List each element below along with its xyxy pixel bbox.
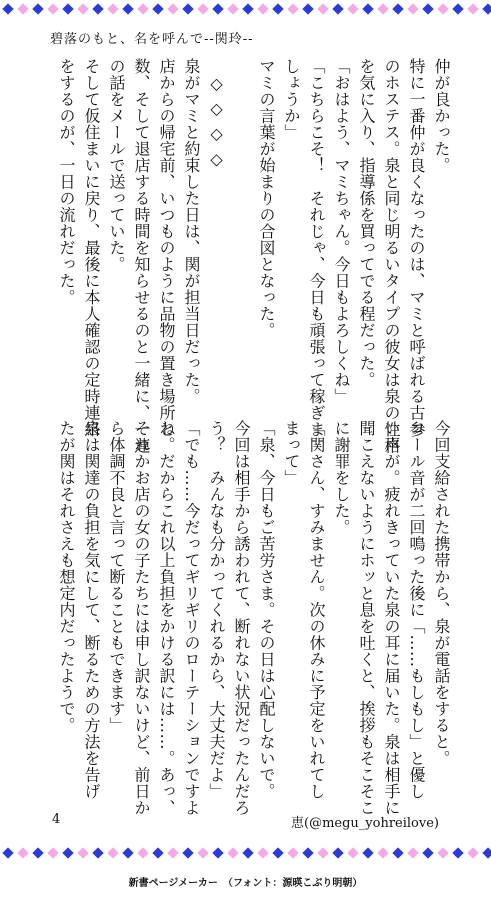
border-diamond xyxy=(17,3,28,14)
text-line: 「おはよう、マミちゃん。今日もよろしくね」 xyxy=(332,58,351,405)
border-diamond xyxy=(182,3,193,14)
border-diamond xyxy=(242,3,253,14)
border-diamond xyxy=(332,847,343,858)
border-diamond xyxy=(362,847,373,858)
border-diamond xyxy=(197,847,208,858)
border-diamond xyxy=(152,3,163,14)
text-line: 泉は関達の負担を気にして、断るための方法を告げ xyxy=(82,420,101,800)
text-line: 今回は相手から誘われて、断れない状況だったんだろ xyxy=(232,420,251,816)
text-line: 店からの帰宅前、いつものように品物の置き場所と xyxy=(157,58,176,438)
border-diamond xyxy=(47,847,58,858)
border-diamond xyxy=(302,3,313,14)
text-line: 数、そして退店する時間を知らせるのと一緒に、一連 xyxy=(132,58,151,454)
text-line: をするのが、一日の流れだった。 xyxy=(57,58,76,306)
border-diamond xyxy=(257,3,268,14)
border-diamond xyxy=(92,847,103,858)
border-diamond xyxy=(287,847,298,858)
border-diamond xyxy=(62,3,73,14)
border-diamond xyxy=(482,3,491,14)
border-diamond xyxy=(137,847,148,858)
top-diamond-border xyxy=(0,3,491,17)
border-diamond xyxy=(272,3,283,14)
border-diamond xyxy=(467,847,478,858)
author-credit: 恵(@megu_yohreilove) xyxy=(291,816,439,831)
border-diamond xyxy=(392,3,403,14)
text-line: それかお店の女の子たちには申し訳ないけど、前日か xyxy=(132,420,151,816)
border-diamond xyxy=(17,847,28,858)
border-diamond xyxy=(242,847,253,858)
border-diamond xyxy=(2,847,13,858)
text-line: 泉がマミと約束した日は、関が担当日だった。 xyxy=(182,58,201,405)
border-diamond xyxy=(2,3,13,14)
border-diamond xyxy=(167,847,178,858)
border-diamond xyxy=(227,847,238,858)
text-line: 仲が良かった。 xyxy=(432,58,451,174)
text-line: ら体調不良と言って断ることもできます」 xyxy=(107,420,126,734)
border-diamond xyxy=(317,3,328,14)
text-line: 今回支給された携帯から、泉が電話をすると。 xyxy=(432,420,451,767)
border-diamond xyxy=(302,847,313,858)
text-line: 聞こえないようにホッと息を吐くと、挨拶もそこそこ xyxy=(357,420,376,816)
border-diamond xyxy=(452,847,463,858)
text-line: を気に入り、指導係を買ってでる程だった。 xyxy=(357,58,376,388)
border-diamond xyxy=(377,3,388,14)
text-line: に謝罪をした。 xyxy=(332,420,351,536)
border-diamond xyxy=(392,847,403,858)
text-line: マミの言葉が始まりの合図となった。 xyxy=(257,58,276,339)
border-diamond xyxy=(422,847,433,858)
border-diamond xyxy=(167,3,178,14)
border-diamond xyxy=(182,847,193,858)
border-diamond xyxy=(77,847,88,858)
border-diamond xyxy=(272,847,283,858)
border-diamond xyxy=(62,847,73,858)
text-line: い声が。疲れきっていた泉の耳に届いた。泉は相手に xyxy=(382,420,401,816)
text-line: 「関さん、すみません。次の休みに予定をいれてし xyxy=(307,420,326,800)
border-diamond xyxy=(437,3,448,14)
text-line: のホステス。泉と同じ明るいタイプの彼女は泉の性格 xyxy=(382,58,401,454)
border-diamond xyxy=(107,3,118,14)
border-diamond xyxy=(317,847,328,858)
text-line: しょうか」 xyxy=(282,58,301,141)
text-line: 「でも……今だってギリギリのローテーションですよ xyxy=(182,420,201,816)
border-diamond xyxy=(32,847,43,858)
text-line: 「泉、今日もご苦労さま。その日は心配しないで。 xyxy=(257,420,276,800)
text-line: の話をメールで送っていた。 xyxy=(107,58,126,273)
border-diamond xyxy=(407,847,418,858)
border-diamond xyxy=(377,847,388,858)
text-line: 「こちらこそ！ それじゃ、今日も頑張って稼ぎま xyxy=(307,58,326,438)
border-diamond xyxy=(332,3,343,14)
border-diamond xyxy=(47,3,58,14)
border-diamond xyxy=(227,3,238,14)
text-line: まって」 xyxy=(282,420,301,486)
lower-text-block xyxy=(54,420,454,816)
bottom-diamond-border xyxy=(0,847,491,861)
border-diamond xyxy=(407,3,418,14)
border-diamond xyxy=(347,847,358,858)
border-diamond xyxy=(152,847,163,858)
border-diamond xyxy=(122,847,133,858)
scene-break-marker: ◇ ◇ ◇ ◇ xyxy=(207,74,226,169)
generator-credit: 新書ページメーカー （フォント：源暎こぶり明朝） xyxy=(128,878,363,889)
text-line: コール音が二回鳴った後に「……もしもし」と優し xyxy=(407,420,426,800)
border-diamond xyxy=(422,3,433,14)
border-diamond xyxy=(197,3,208,14)
border-diamond xyxy=(107,847,118,858)
border-diamond xyxy=(77,3,88,14)
border-diamond xyxy=(362,3,373,14)
border-diamond xyxy=(137,3,148,14)
border-diamond xyxy=(212,847,223,858)
text-line: たが関はそれさえも想定内だったようで。 xyxy=(57,420,76,734)
border-diamond xyxy=(92,3,103,14)
border-diamond xyxy=(437,847,448,858)
blank-line xyxy=(229,58,254,396)
text-line: う？ みんなも分かってくれるから、大丈夫だよ」 xyxy=(207,420,226,800)
border-diamond xyxy=(467,3,478,14)
border-diamond xyxy=(452,3,463,14)
border-diamond xyxy=(212,3,223,14)
book-title: 碧落のもと、名を呼んで--関玲-- xyxy=(50,32,254,47)
border-diamond xyxy=(347,3,358,14)
text-line: ね。だからこれ以上負担をかける訳には……。あっ、 xyxy=(157,420,176,816)
border-diamond xyxy=(257,847,268,858)
border-diamond xyxy=(32,3,43,14)
page-number: 4 xyxy=(52,812,61,827)
border-diamond xyxy=(482,847,491,858)
border-diamond xyxy=(122,3,133,14)
text-line: そして仮住まいに戻り、最後に本人確認の定時連絡 xyxy=(82,58,101,438)
border-diamond xyxy=(287,3,298,14)
text-line: 特に一番仲が良くなったのは、マミと呼ばれる古参 xyxy=(407,58,426,438)
